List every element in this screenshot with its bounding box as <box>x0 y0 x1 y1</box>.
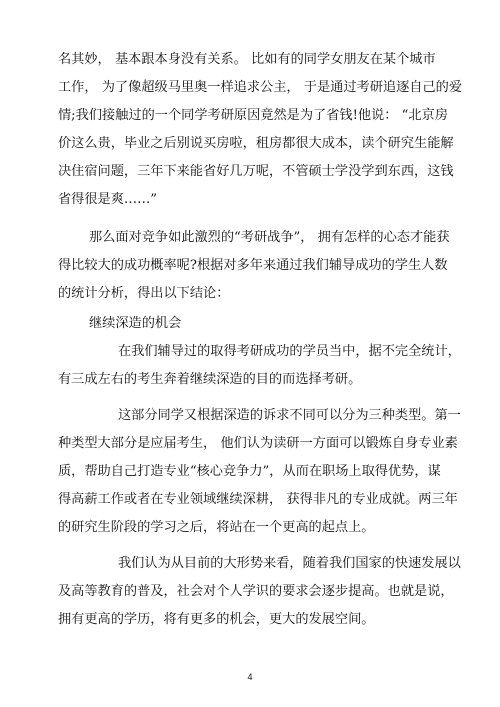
text-line: 的研究生阶段的学习之后，将站在一个更高的起点上。 <box>58 520 375 535</box>
section-heading: 继续深造的机会 <box>89 316 182 331</box>
text-line: 质，帮助自己打造专业“核心竞争力”，从而在职场上取得优势，谋 <box>58 464 441 479</box>
text-line: 这部分同学又根据深造的诉求不同可以分为三种类型。第一 <box>118 408 461 423</box>
text-line: 名其妙， 基本跟本身没有关系。 比如有的同学女朋友在某个城市 <box>58 52 436 67</box>
text-line: 工作， 为了像超级马里奥一样追求公主， 于是通过考研追逐自己的爱 <box>58 80 463 95</box>
text-line: 在我们辅导过的取得考研成功的学员当中，据不完全统计， <box>118 344 461 359</box>
text-line: 及高等教育的普及，社会对个人学识的要求会逐步提高。也就是说， <box>58 584 454 599</box>
text-line: 种类型大部分是应届考生， 他们认为读研一方面可以锻炼自身专业素 <box>58 436 458 451</box>
text-line: 情;我们接触过的一个同学考研原因竟然是为了省钱!他说： “北京房 <box>58 108 448 123</box>
text-line: 有三成左右的考生奔着继续深造的目的而选择考研。 <box>58 372 362 387</box>
text-line: 那么面对竞争如此激烈的“考研战争”， 拥有怎样的心态才能获 <box>89 230 450 245</box>
text-line: 省得很是爽……” <box>58 192 158 207</box>
text-line: 的统计分析，得出以下结论： <box>58 286 230 301</box>
text-line: 决住宿问题，三年下来能省好几万呢，不管硕士学没学到东西，这钱 <box>58 164 454 179</box>
text-line: 得比较大的成功概率呢?根据对多年来通过我们辅导成功的学生人数 <box>58 258 448 273</box>
text-line: 价这么贵，毕业之后别说买房啦，租房都很大成本，读个研究生能解 <box>58 136 454 151</box>
text-line: 拥有更高的学历，将有更多的机会，更大的发展空间。 <box>58 612 375 627</box>
page-number: 4 <box>247 672 253 682</box>
text-line: 得高薪工作或者在专业领域继续深耕， 获得非凡的专业成就。两三年 <box>58 492 458 507</box>
text-line: 我们认为从目前的大形势来看，随着我们国家的快速发展以 <box>118 556 461 571</box>
